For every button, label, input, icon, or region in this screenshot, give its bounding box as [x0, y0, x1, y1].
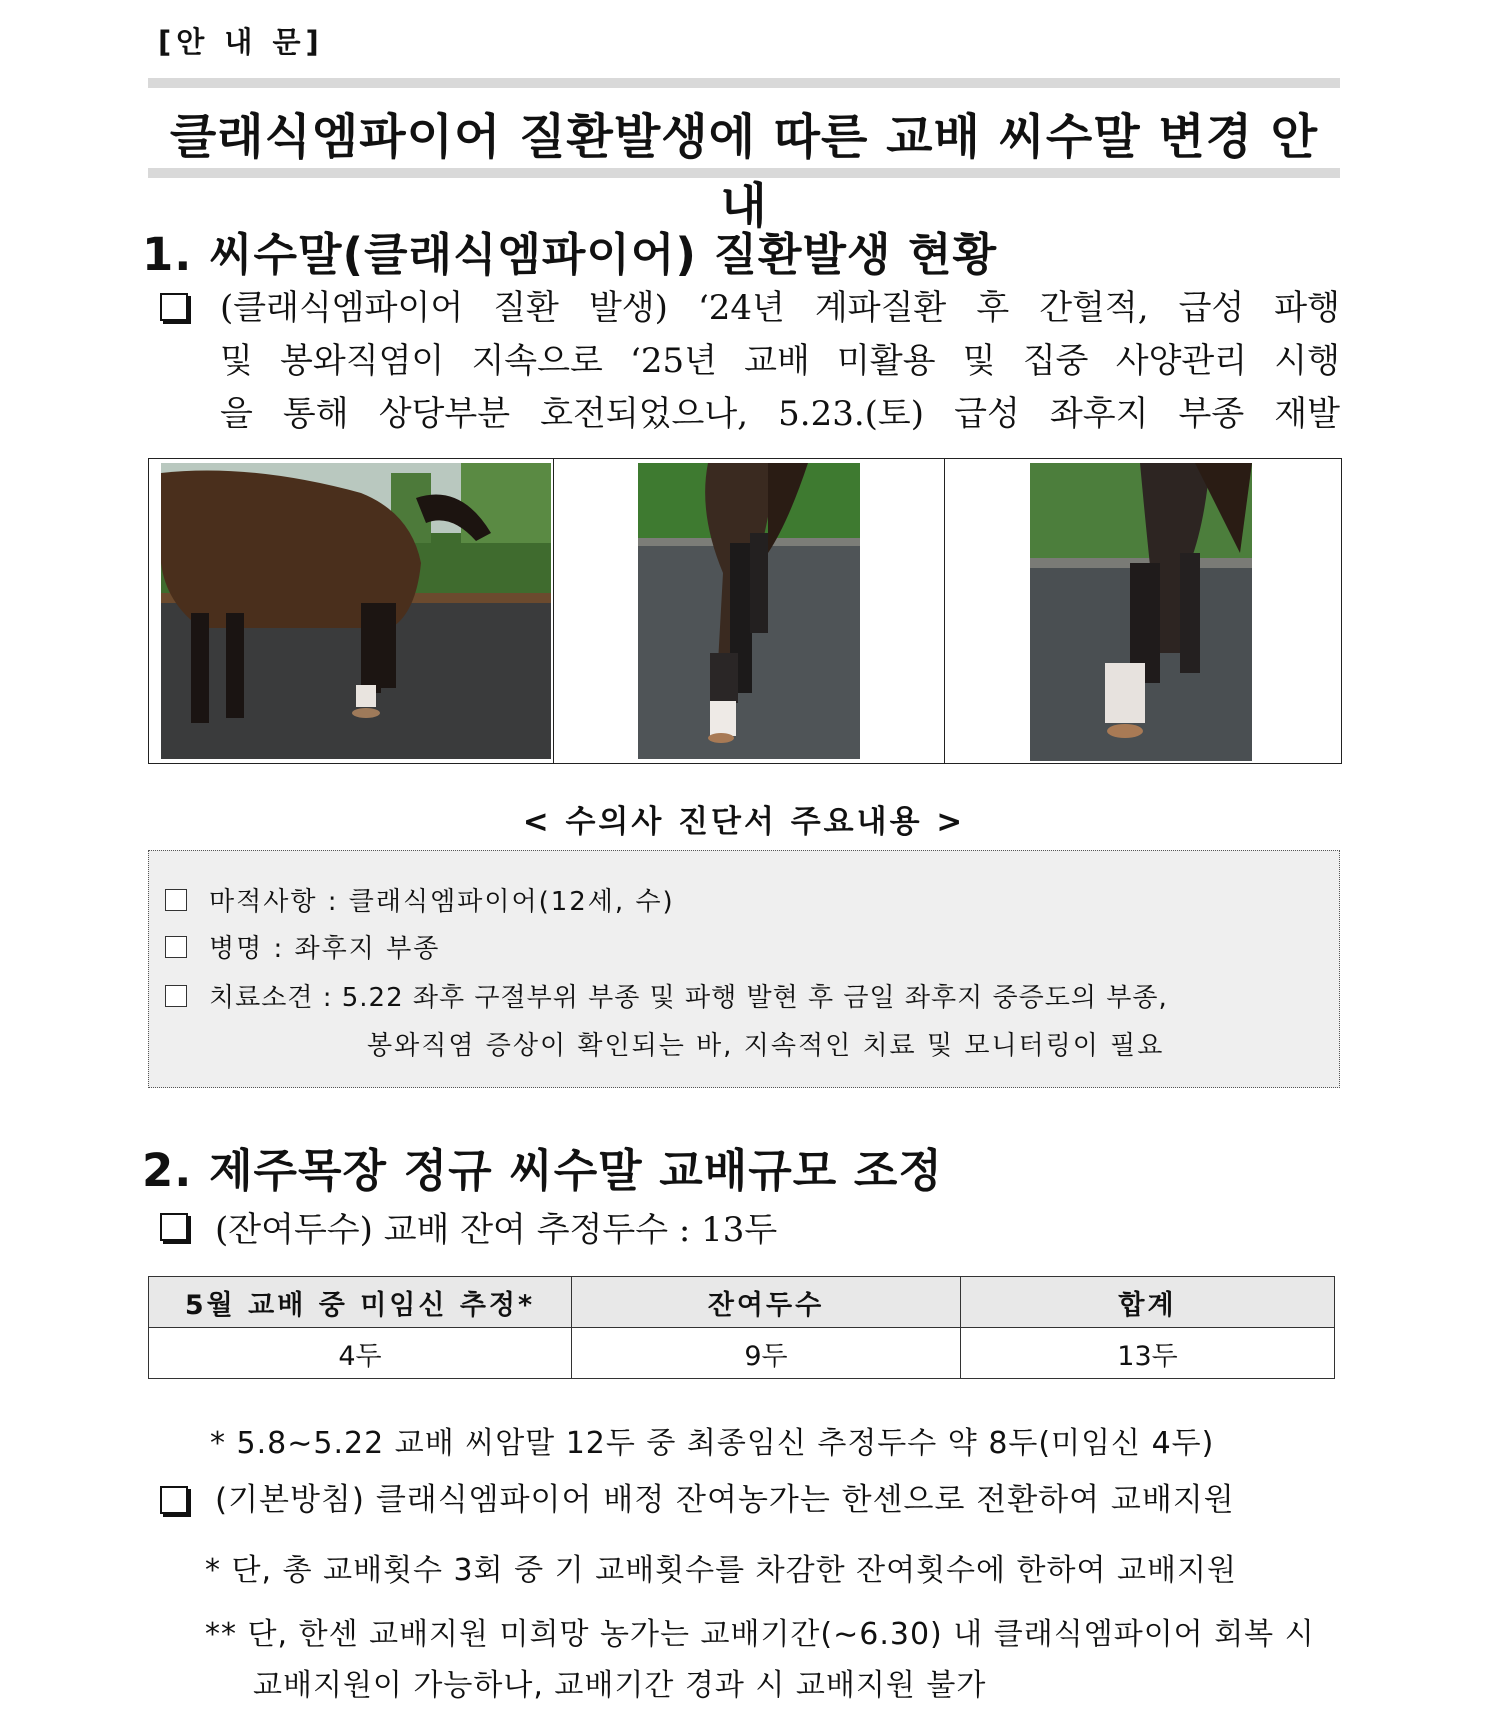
table-cell: 13두: [961, 1328, 1335, 1379]
diagnosis-opinion-line1: 치료소견 : 5.22 좌후 구절부위 부종 및 파행 발현 후 금일 좌후지 중증도의 부종,: [209, 983, 1168, 1013]
section1-para-line3: 을 통해 상당부분 호전되었으나, 5.23.(토) 급성 좌후지 부종 재발: [220, 394, 1340, 434]
checkbox-icon: [165, 889, 187, 911]
diagnosis-opinion-row: [165, 977, 1168, 1014]
notice-tag: [안 내 문]: [158, 25, 324, 59]
footnote: * 5.8∼5.22 교배 씨암말 12두 중 최종임신 추정두수 약 8두(미임신 4두): [210, 1426, 1215, 1461]
note2-line1: ** 단, 한센 교배지원 미희망 농가는 교배기간(∼6.30) 내 클래식엠파이어 회복 시: [205, 1617, 1315, 1652]
section2-bullet: [160, 1213, 188, 1245]
horse-side-photo: [161, 463, 551, 759]
horse-swollen-leg-photo: [1030, 463, 1252, 761]
photo-cell-2: [553, 459, 943, 763]
table-row: [149, 1328, 1335, 1379]
note1: * 단, 총 교배횟수 3회 중 기 교배횟수를 차감한 잔여횟수에 한하여 교배지원: [205, 1553, 1237, 1588]
main-title: 클래식엠파이어 질환발생에 따른 교배 씨수말 변경 안내: [169, 109, 1319, 234]
title-top-bar: [148, 78, 1340, 88]
diagnosis-horse-text: 마적사항 : 클래식엠파이어(12세, 수): [209, 887, 675, 917]
diagnosis-horse-row: [165, 881, 675, 918]
diagnosis-title: < 수의사 진단서 주요내용 >: [522, 804, 966, 840]
checkbox-icon: [165, 985, 187, 1007]
table-cell: 4두: [149, 1328, 572, 1379]
title-bottom-bar: [148, 168, 1340, 178]
section2-title: 2. 제주목장 정규 씨수말 교배규모 조정: [142, 1144, 943, 1197]
diagnosis-disease-text: 병명 : 좌후지 부종: [209, 934, 441, 964]
section1-para-line2: 및 봉와직염이 지속으로 ‘25년 교배 미활용 및 집중 사양관리 시행: [220, 341, 1340, 381]
table-header: 5월 교배 중 미임신 추정*: [149, 1277, 572, 1328]
policy-bullet: [160, 1486, 188, 1518]
diagnosis-disease-row: [165, 928, 440, 965]
checkbox-icon: [165, 936, 187, 958]
photo-cell-3: [944, 459, 1341, 763]
table-header: 합계: [961, 1277, 1335, 1328]
section1-title: 1. 씨수말(클래식엠파이어) 질환발생 현황: [142, 228, 998, 281]
policy-text: (기본방침) 클래식엠파이어 배정 잔여농가는 한센으로 전환하여 교배지원: [215, 1482, 1235, 1518]
section2-remaining: (잔여두수) 교배 잔여 추정두수 : 13두: [215, 1210, 778, 1250]
diagnosis-box: [148, 850, 1340, 1088]
table-cell: 9두: [572, 1328, 961, 1379]
section1-para-line1: (클래식엠파이어 질환 발생) ‘24년 계파질환 후 간헐적, 급성 파행: [220, 288, 1340, 328]
table-header: 잔여두수: [572, 1277, 961, 1328]
note2-line2: 교배지원이 가능하나, 교배기간 경과 시 교배지원 불가: [253, 1668, 987, 1703]
photo-grid: [148, 458, 1342, 764]
section1-bullet: [160, 293, 188, 325]
diagnosis-opinion-line2: 봉와직염 증상이 확인되는 바, 지속적인 치료 및 모니터링이 필요: [367, 1031, 1165, 1061]
horse-hind-leg-photo: [638, 463, 860, 759]
breeding-table: [148, 1276, 1335, 1379]
photo-cell-1: [149, 459, 553, 763]
